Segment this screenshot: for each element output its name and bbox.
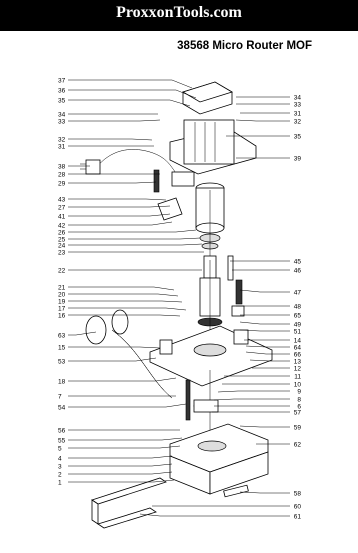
leader-line xyxy=(68,80,192,88)
part-label-left: 4 xyxy=(58,455,62,463)
part-label-left: 63 xyxy=(58,332,66,340)
part-label-right: 66 xyxy=(293,351,301,359)
leader-line xyxy=(68,238,200,239)
part-label-right: 46 xyxy=(293,267,301,275)
part-label-left: 29 xyxy=(58,180,66,188)
leader-line xyxy=(240,322,290,324)
part-label-right: 45 xyxy=(293,258,301,266)
part-label-left: 56 xyxy=(58,427,66,435)
leader-line xyxy=(68,446,180,448)
part-label-left: 1 xyxy=(58,479,62,487)
power-cord xyxy=(80,149,180,178)
part-label-left: 7 xyxy=(58,393,62,401)
part-label-right: 10 xyxy=(293,381,301,389)
diagram-title: 38568 Micro Router MOF xyxy=(177,40,312,52)
leader-line xyxy=(68,182,156,183)
part-label-left: 15 xyxy=(58,344,66,352)
part-label-right: 58 xyxy=(293,490,301,498)
part-label-right: 11 xyxy=(294,373,301,381)
part-label-left: 34 xyxy=(58,111,66,119)
part-label-right: 31 xyxy=(293,110,301,118)
part-label-left: 27 xyxy=(58,204,66,212)
part-label-left: 2 xyxy=(58,471,62,479)
part-label-left: 55 xyxy=(58,437,66,445)
part-label-right: 60 xyxy=(293,503,301,511)
part-label-left: 36 xyxy=(58,87,66,95)
router-base xyxy=(170,424,268,494)
leader-line xyxy=(68,244,202,245)
brush-parts xyxy=(228,256,244,316)
leader-line xyxy=(218,391,290,392)
leader-line xyxy=(240,290,290,292)
leader-line xyxy=(68,139,152,140)
part-label-left: 28 xyxy=(58,171,66,179)
part-label-left: 21 xyxy=(58,284,66,292)
leader-line xyxy=(68,358,156,361)
part-label-left: 17 xyxy=(58,305,66,313)
leader-line xyxy=(68,206,170,207)
leader-line xyxy=(240,492,290,493)
part-label-left: 25 xyxy=(58,236,66,244)
part-label-right: 57 xyxy=(293,409,301,417)
leader-line xyxy=(68,456,172,458)
leader-line xyxy=(68,404,186,407)
part-label-left: 43 xyxy=(58,196,66,204)
part-label-left: 42 xyxy=(58,222,66,230)
leader-line xyxy=(68,438,182,440)
leader-line xyxy=(68,230,196,232)
labels-left xyxy=(58,77,66,486)
part-label-left: 20 xyxy=(58,291,66,299)
part-label-left: 37 xyxy=(58,77,66,85)
leader-line xyxy=(236,120,290,121)
part-label-right: 47 xyxy=(293,289,301,297)
part-label-left: 31 xyxy=(58,143,66,151)
part-label-left: 32 xyxy=(58,136,66,144)
motor-cap xyxy=(183,82,232,114)
switch-block xyxy=(154,170,194,220)
part-label-right: 61 xyxy=(293,513,301,521)
leader-line xyxy=(240,426,290,427)
base-plate xyxy=(150,326,272,386)
leader-line xyxy=(68,222,172,225)
part-label-left: 54 xyxy=(58,404,66,412)
labels-right xyxy=(294,94,302,520)
leader-line xyxy=(68,472,172,474)
part-label-right: 65 xyxy=(293,312,301,320)
part-label-right: 49 xyxy=(293,321,301,329)
part-label-left: 41 xyxy=(58,213,66,221)
armature xyxy=(198,256,222,330)
part-label-left: 22 xyxy=(58,267,66,275)
part-label-right: 35 xyxy=(293,133,301,141)
motor-housing xyxy=(170,120,256,174)
part-label-right: 48 xyxy=(293,303,301,311)
leader-line xyxy=(68,287,174,290)
leader-line xyxy=(68,464,172,466)
leader-line xyxy=(68,100,190,106)
part-label-left: 33 xyxy=(58,118,66,126)
part-label-left: 19 xyxy=(58,298,66,306)
part-label-right: 12 xyxy=(293,365,301,373)
motor xyxy=(196,183,224,256)
part-label-right: 14 xyxy=(293,337,301,345)
part-label-left: 18 xyxy=(58,378,66,386)
part-label-left: 24 xyxy=(58,242,66,250)
leader-line xyxy=(68,120,160,121)
part-label-left: 53 xyxy=(58,358,66,366)
part-label-right: 39 xyxy=(293,155,301,163)
part-label-right: 13 xyxy=(293,358,301,366)
part-label-right: 8 xyxy=(297,396,301,404)
leader-line xyxy=(68,214,170,216)
part-label-right: 64 xyxy=(293,344,301,352)
part-label-right: 34 xyxy=(293,94,301,102)
part-label-left: 35 xyxy=(58,97,66,105)
part-label-left: 26 xyxy=(58,229,66,237)
part-label-right: 6 xyxy=(297,403,301,411)
part-label-right: 51 xyxy=(293,328,301,336)
part-label-left: 5 xyxy=(58,445,62,453)
part-label-left: 23 xyxy=(58,249,66,257)
part-label-right: 59 xyxy=(293,424,301,432)
leader-line xyxy=(140,514,290,516)
leader-line xyxy=(68,90,196,98)
leader-line xyxy=(68,378,176,381)
part-label-left: 3 xyxy=(58,463,62,471)
leader-line xyxy=(68,294,178,296)
leader-line xyxy=(68,199,166,200)
leader-line xyxy=(214,399,290,400)
leader-line xyxy=(68,308,186,310)
leader-line xyxy=(68,347,160,348)
part-label-left: 38 xyxy=(58,163,66,171)
leader-line xyxy=(68,301,182,302)
part-label-right: 62 xyxy=(293,441,301,449)
part-label-right: 33 xyxy=(293,101,301,109)
part-label-right: 32 xyxy=(293,118,301,126)
part-label-right: 9 xyxy=(297,388,301,396)
part-label-left: 16 xyxy=(58,312,66,320)
site-title: ProxxonTools.com xyxy=(116,4,242,21)
